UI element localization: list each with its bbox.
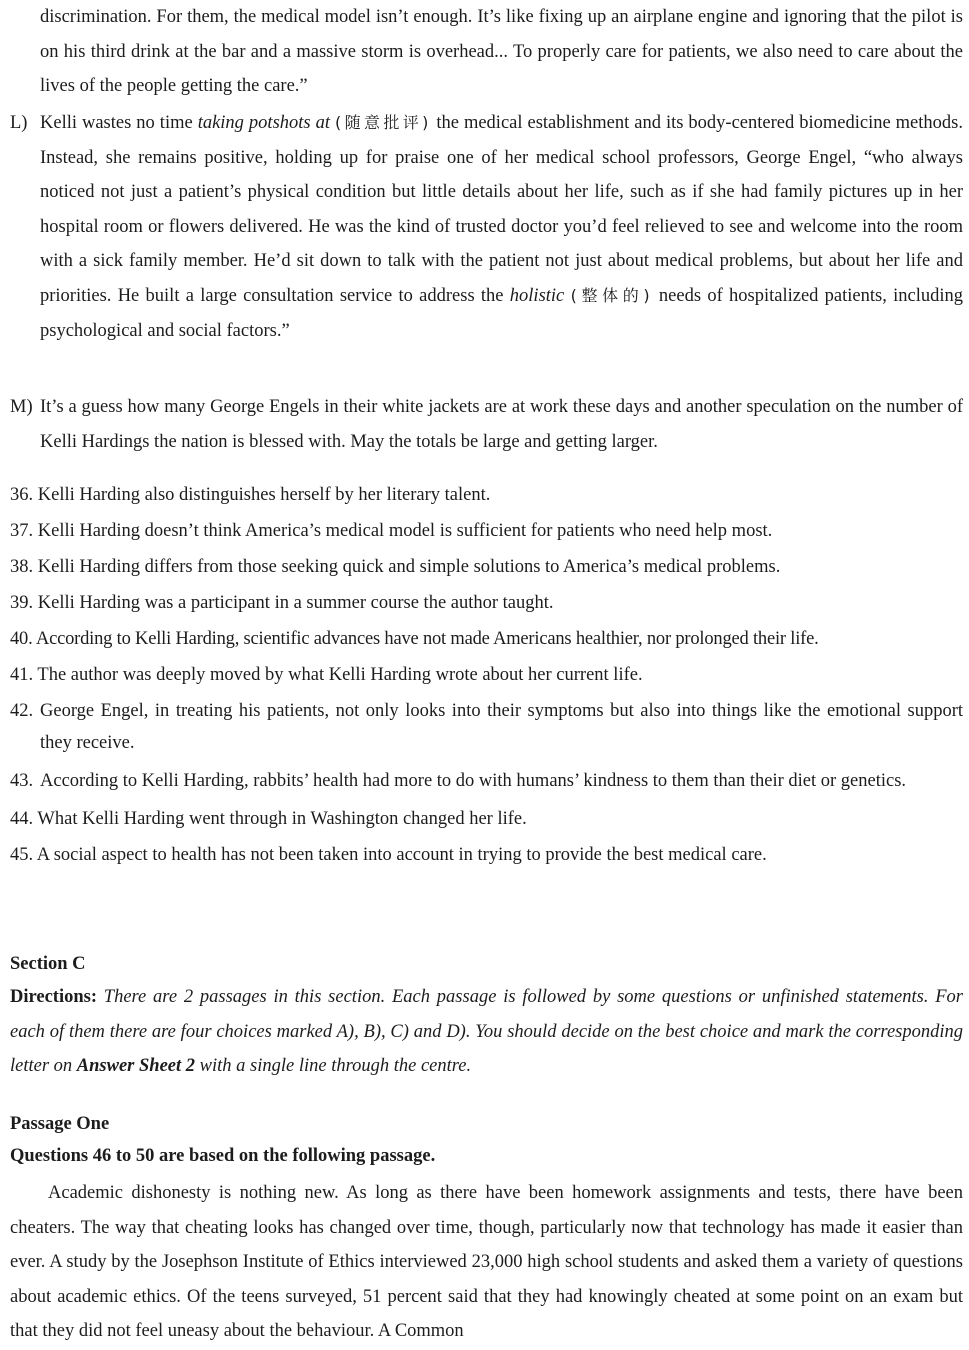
paragraph-k-tail — [10, 0, 963, 104]
statement-number: 40. — [10, 629, 33, 649]
statement-number: 45. — [10, 845, 34, 865]
paragraph-m — [10, 390, 963, 459]
statement-number: 42. — [10, 701, 34, 721]
statement-item — [10, 659, 963, 691]
directions-text-1: There are 2 passages in this section. Each passage is followed by some questions or unfinished statements. For each of them there are four choices marked A), B), C) and D). You should decide on the best choice and mark the corresponding letter on — [10, 987, 963, 1077]
statement-list — [10, 479, 963, 871]
statement-item — [10, 765, 963, 797]
paragraph-m-label: M) — [10, 397, 33, 417]
directions-text-2: with a single line through the centre. — [195, 1056, 472, 1077]
paragraph-l-part3: needs of hospitalized patients, including psychological and social factors.” — [40, 285, 963, 341]
statement-text: What Kelli Harding went through in Washington changed her life. — [37, 809, 527, 829]
statement-text: Kelli Harding doesn’t think America’s medical model is sufficient for patients who need help most. — [37, 521, 773, 541]
statement-item — [10, 587, 963, 619]
paragraph-l-text — [40, 106, 963, 348]
directions-answer-sheet: Answer Sheet 2 — [76, 1056, 196, 1077]
passage-one-subtitle: Questions 46 to 50 are based on the following passage. — [10, 1146, 436, 1166]
paragraph-l-part2: the medical establishment and its body-centered biomedicine methods. Instead, she remains positive, holding up for praise one of her medical school professors, George Engel, “who always noticed not just a patient’s physical condition but little details about her life, such as if she had family pictures up in her hospital room or flowers delivered. He was the kind of trusted doctor you’d feel relieved to see and welcome into the room with a sick family member. He’d sit down to talk with the patient not just about medical problems, but about her life and priorities. He built a large consultation service to address the — [40, 113, 963, 306]
passage-one-text: Academic dishonesty is nothing new. As long as there have been homework assignments and tests, there have been cheaters. The way that cheating looks has changed over time, though, particularly now that technology has made it easier than ever. A study by the Josephson Institute of Ethics interviewed 23,000 high school students and asked them a variety of questions about academic ethics. Of the teens surveyed, 51 percent said that they had knowingly cheated at some point on an exam but that they did not feel uneasy about the behaviour. A Common — [10, 1183, 963, 1342]
statement-number: 39. — [10, 593, 34, 613]
statement-text: George Engel, in treating his patients, not only looks into their symptoms but also into things like the emotional support they receive. — [40, 701, 963, 753]
statement-number: 38. — [10, 557, 34, 577]
statement-number: 41. — [10, 665, 34, 685]
paragraph-l-gloss1: (随意批评) — [335, 113, 432, 132]
paragraph-k-text: discrimination. For them, the medical model isn’t enough. It’s like fixing up an airplane engine and ignoring that the pilot is on his third drink at the bar and a massive storm is overhead... To properly care for patients, we also need to care about the lives of the people getting the care.” — [40, 7, 963, 97]
statement-item — [10, 623, 963, 655]
statement-item — [10, 515, 963, 547]
paragraph-l-italic1: taking potshots at — [197, 113, 330, 133]
section-c-directions — [10, 980, 963, 1084]
statement-text: The author was deeply moved by what Kelli Harding wrote about her current life. — [37, 665, 643, 685]
section-c-title: Section C — [10, 954, 86, 974]
statement-text: Kelli Harding was a participant in a summer course the author taught. — [37, 593, 554, 613]
statement-item — [10, 695, 963, 759]
statement-item — [10, 839, 963, 871]
paragraph-l — [10, 106, 963, 348]
statement-text: A social aspect to health has not been taken into account in trying to provide the best medical care. — [36, 845, 767, 865]
statement-number: 37. — [10, 521, 34, 541]
paragraph-m-text: It’s a guess how many George Engels in their white jackets are at work these days and another speculation on the number of Kelli Hardings the nation is blessed with. May the totals be large and getting larger. — [40, 397, 963, 452]
paragraph-l-gloss2: (整体的) — [570, 285, 653, 305]
statement-text: Kelli Harding also distinguishes herself by her literary talent. — [37, 485, 491, 505]
paragraph-l-italic2: holistic — [509, 285, 565, 306]
statement-number: 44. — [10, 809, 34, 829]
statement-item — [10, 551, 963, 583]
statement-item — [10, 803, 963, 835]
statement-number: 43. — [10, 771, 34, 791]
statement-text: According to Kelli Harding, rabbits’ health had more to do with humans’ kindness to them than their diet or genetics. — [40, 771, 907, 791]
statement-text: Kelli Harding differs from those seeking quick and simple solutions to America’s medical problems. — [37, 557, 781, 577]
statement-text: According to Kelli Harding, scientific advances have not made Americans healthier, nor prolonged their life. — [35, 629, 819, 649]
statement-item — [10, 479, 963, 511]
paragraph-l-label: L) — [10, 113, 28, 133]
statement-number: 36. — [10, 485, 34, 505]
paragraph-l-part1: Kelli wastes no time — [40, 113, 198, 133]
directions-label: Directions: — [10, 987, 97, 1007]
passage-one-title: Passage One — [10, 1114, 110, 1134]
